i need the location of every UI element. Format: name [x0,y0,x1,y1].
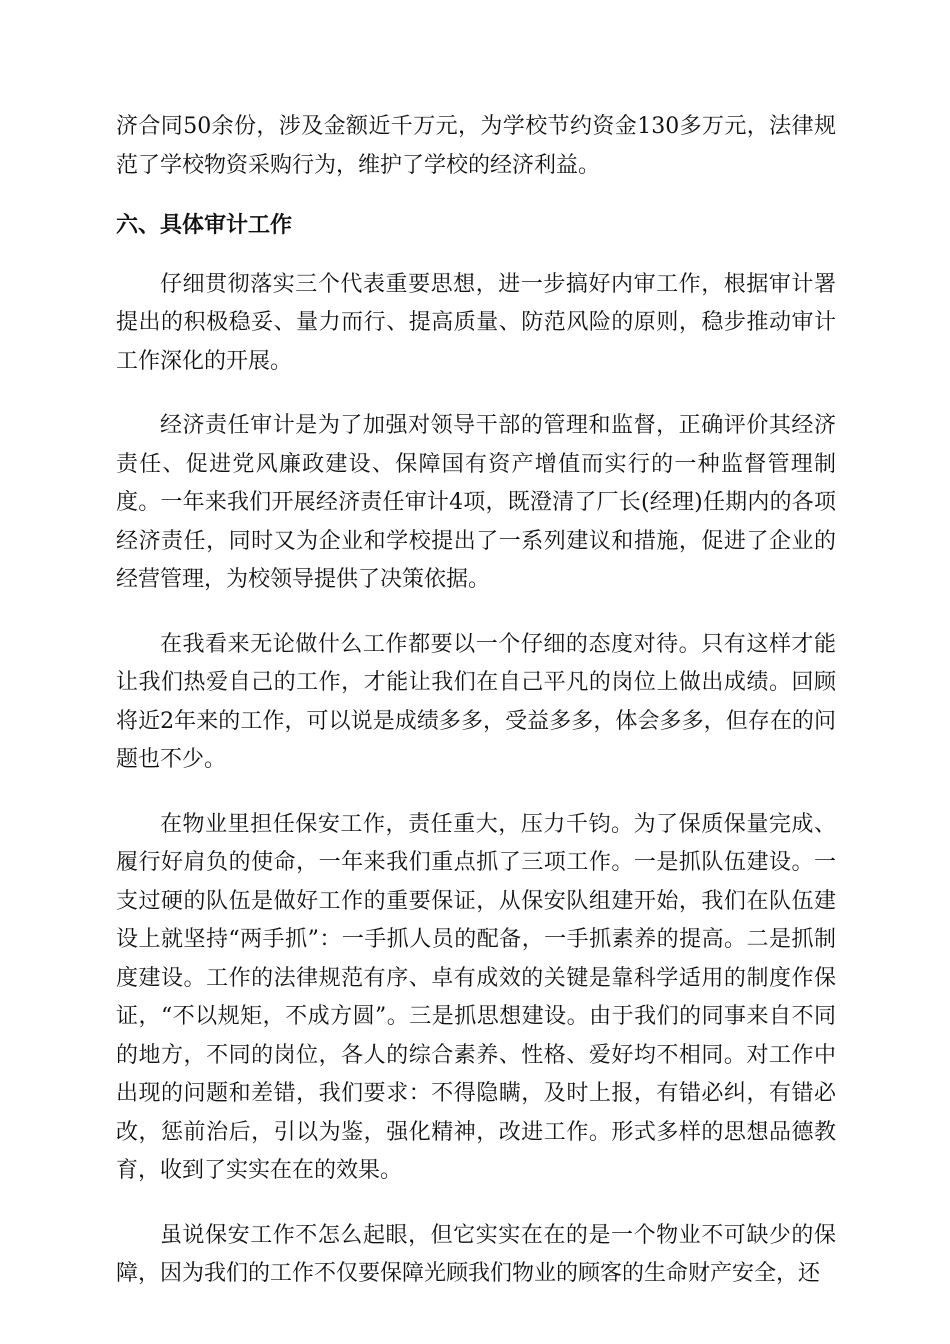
paragraph-audit-work: 仔细贯彻落实三个代表重要思想，进一步搞好内审工作，根据审计署提出的积极稳妥、量力而行、提高质量、防范风险的原则，稳步推动审计工作深化的开展。 [116,271,836,374]
section-heading: 六、具体审计工作 [116,213,293,238]
paragraph-continued: 济合同50余份，涉及金额近千万元，为学校节约资金130多万元，法律规范了学校物资采购行为，维护了学校的经济利益。 [116,114,836,178]
paragraph-economic-responsibility: 经济责任审计是为了加强对领导干部的管理和监督，正确评价其经济责任、促进党风廉政建设、保障国有资产增值而实行的一种监督管理制度。一年来我们开展经济责任审计4项，既澄清了厂长(经理)任期内的各项经济责任，同时又为企业和学校提出了一系列建议和措施，促进了企业的经营管理，为校领导提供了决策依据。 [116,413,836,592]
paragraph-work-attitude: 在我看来无论做什么工作都要以一个仔细的态度对待。只有这样才能让我们热爱自己的工作，才能让我们在自己平凡的岗位上做出成绩。回顾将近2年来的工作，可以说是成绩多多，受益多多，体会多多，但存在的问题也不少。 [116,631,836,772]
paragraph-security-work: 在物业里担任保安工作，责任重大，压力千钧。为了保质保量完成、履行好肩负的使命，一年来我们重点抓了三项工作。一是抓队伍建设。一支过硬的队伍是做好工作的重要保证，从保安队组建开始，我们在队伍建设上就坚持“两手抓”：一手抓人员的配备，一手抓素养的提高。二是抓制度建设。工作的法律规范有序、卓有成效的关键是靠科学适用的制度作保证，“不以规矩，不成方圆”。三是抓思想建设。由于我们的同事来自不同的地方，不同的岗位，各人的综合素养、性格、爱好均不相同。对工作中出现的问题和差错，我们要求：不得隐瞒，及时上报，有错必纠，有错必改，惩前治后，引以为鉴，强化精神，改进工作。形式多样的思想品德教育，收到了实实在在的效果。 [116,811,836,1183]
paragraph-security-importance: 虽说保安工作不怎么起眼，但它实实在在的是一个物业不可缺少的保障，因为我们的工作不仅要保障光顾我们物业的顾客的生命财产安全，还 [116,1222,836,1286]
document-body [116,108,836,1320]
